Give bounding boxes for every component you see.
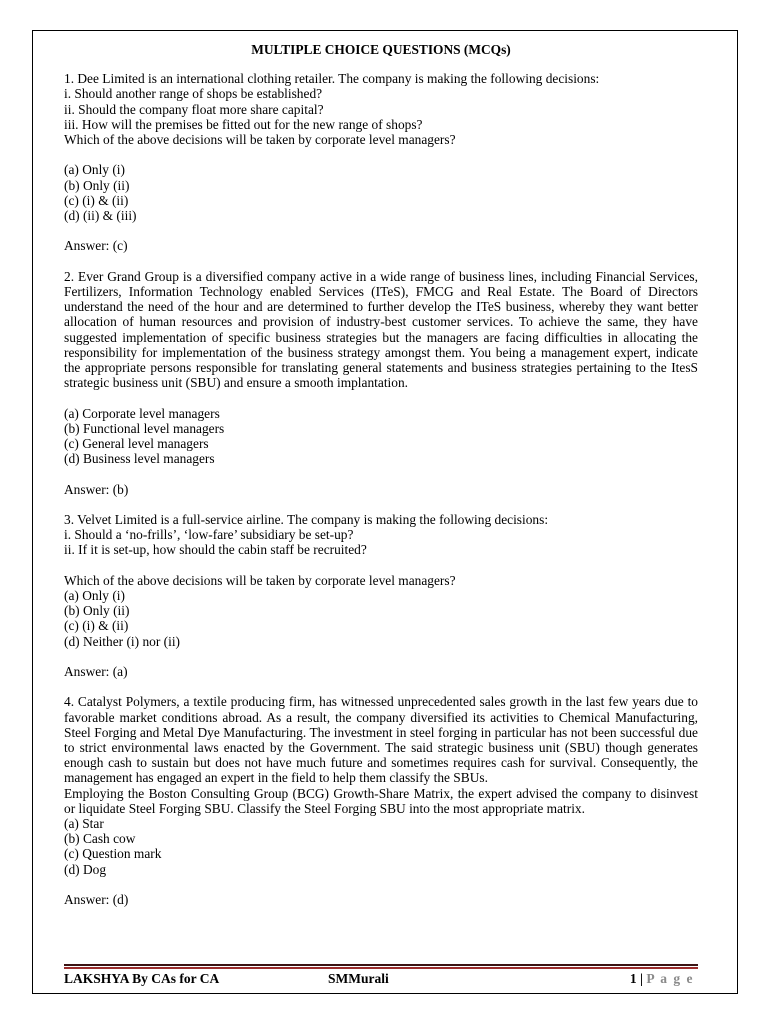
question-3-item-ii: ii. If it is set-up, how should the cabin staff be recruited? xyxy=(64,542,367,558)
page-footer xyxy=(64,971,698,989)
question-4-prompt: Employing the Boston Consulting Group (BCG) Growth-Share Matrix, the expert advised the company to disinvest or liquidate Steel Forging SBU. Classify the Steel Forging SBU into the most appropriate matrix. xyxy=(64,785,698,816)
question-1-item-i: i. Should another range of shops be established? xyxy=(64,86,323,102)
question-1-stem: 1. Dee Limited is an international clothing retailer. The company is making the following decisions: xyxy=(64,71,600,87)
question-1-option-d: (d) (ii) & (iii) xyxy=(64,208,137,224)
question-1-item-ii: ii. Should the company float more share capital? xyxy=(64,101,324,117)
footer-rule-red xyxy=(64,967,698,969)
question-2-answer: Answer: (b) xyxy=(64,481,129,497)
question-3-option-b: (b) Only (ii) xyxy=(64,603,130,619)
question-1-option-b: (b) Only (ii) xyxy=(64,177,130,193)
question-4-option-a: (a) Star xyxy=(64,816,104,832)
question-3-stem: 3. Velvet Limited is a full-service airline. The company is making the following decisions: xyxy=(64,512,549,527)
question-1-answer: Answer: (c) xyxy=(64,238,128,254)
question-4 xyxy=(64,694,698,907)
question-1 xyxy=(64,71,698,253)
question-1-item-iii: iii. How will the premises be fitted out for the new range of shops? xyxy=(64,116,423,132)
question-2-option-b: (b) Functional level managers xyxy=(64,420,225,436)
question-4-option-b: (b) Cash cow xyxy=(64,831,136,847)
question-4-option-c: (c) Question mark xyxy=(64,846,162,862)
question-1-option-a: (a) Only (i) xyxy=(64,162,125,178)
question-4-option-d: (d) Dog xyxy=(64,861,107,877)
page-number: 1 xyxy=(629,971,637,986)
question-2-option-a: (a) Corporate level managers xyxy=(64,405,220,421)
question-2-option-c: (c) General level managers xyxy=(64,436,209,452)
question-2-stem: 2. Ever Grand Group is a diversified company active in a wide range of business lines, including Financial Services, Fertilizers, Information Technology enabled Services (ITeS), FMCG and Real Estate. The Board of Directors understand the need of the hour and are determined to further develop the ITeS business, whereby they want better allocation of human resources and provision of industry-best customer services. To achieve the same, they have suggested implementation of specific business strategies but the managers are facing difficulties in allocating the responsibility for implementation of the business strategy amongst them. You being a management expert, indicate the appropriate persons responsible for translating general statements and business strategies pertaining to the ItesS strategic business unit (SBU) and ensure a smooth implantation. xyxy=(64,268,698,391)
question-3-prompt: Which of the above decisions will be taken by corporate level managers? xyxy=(64,572,456,588)
footer-brand: LAKSHYA By CAs for CA xyxy=(64,971,220,986)
question-3-answer: Answer: (a) xyxy=(64,664,128,679)
page-title: MULTIPLE CHOICE QUESTIONS (MCQs) xyxy=(251,42,511,57)
question-2-option-d: (d) Business level managers xyxy=(64,451,215,467)
question-3-option-c: (c) (i) & (ii) xyxy=(64,618,129,634)
page-separator: | xyxy=(640,971,643,986)
question-3 xyxy=(64,512,698,679)
question-3-option-d: (d) Neither (i) nor (ii) xyxy=(64,633,181,649)
footer-rule-dark xyxy=(64,964,698,966)
question-1-option-c: (c) (i) & (ii) xyxy=(64,192,129,208)
question-2 xyxy=(64,269,698,497)
page-label: P a g e xyxy=(646,971,694,986)
question-4-answer: Answer: (d) xyxy=(64,892,129,908)
footer-page-indicator xyxy=(630,971,694,987)
question-3-item-i: i. Should a ‘no-frills’, ‘low-fare’ subsidiary be set-up? xyxy=(64,527,354,543)
footer-author: SMMurali xyxy=(328,971,389,986)
question-4-stem: 4. Catalyst Polymers, a textile producing firm, has witnessed unprecedented sales growth in the last few years due to favorable market conditions abroad. As a result, the company diversified its activities to Chemical Manufacturing, Steel Forging and Metal Dye Manufacturing. The investment in steel forging in particular has not been successful due to strict environmental laws enacted by the Government. The said strategic business unit (SBU) though generates enough cash to sustain but does not have much future and sometimes requires cash for survival. Consequently, the management has engaged an expert in the field to help them classify the SBUs. xyxy=(64,694,698,786)
question-1-prompt: Which of the above decisions will be taken by corporate level managers? xyxy=(64,132,456,148)
document-body xyxy=(64,42,698,907)
question-3-option-a: (a) Only (i) xyxy=(64,588,125,603)
